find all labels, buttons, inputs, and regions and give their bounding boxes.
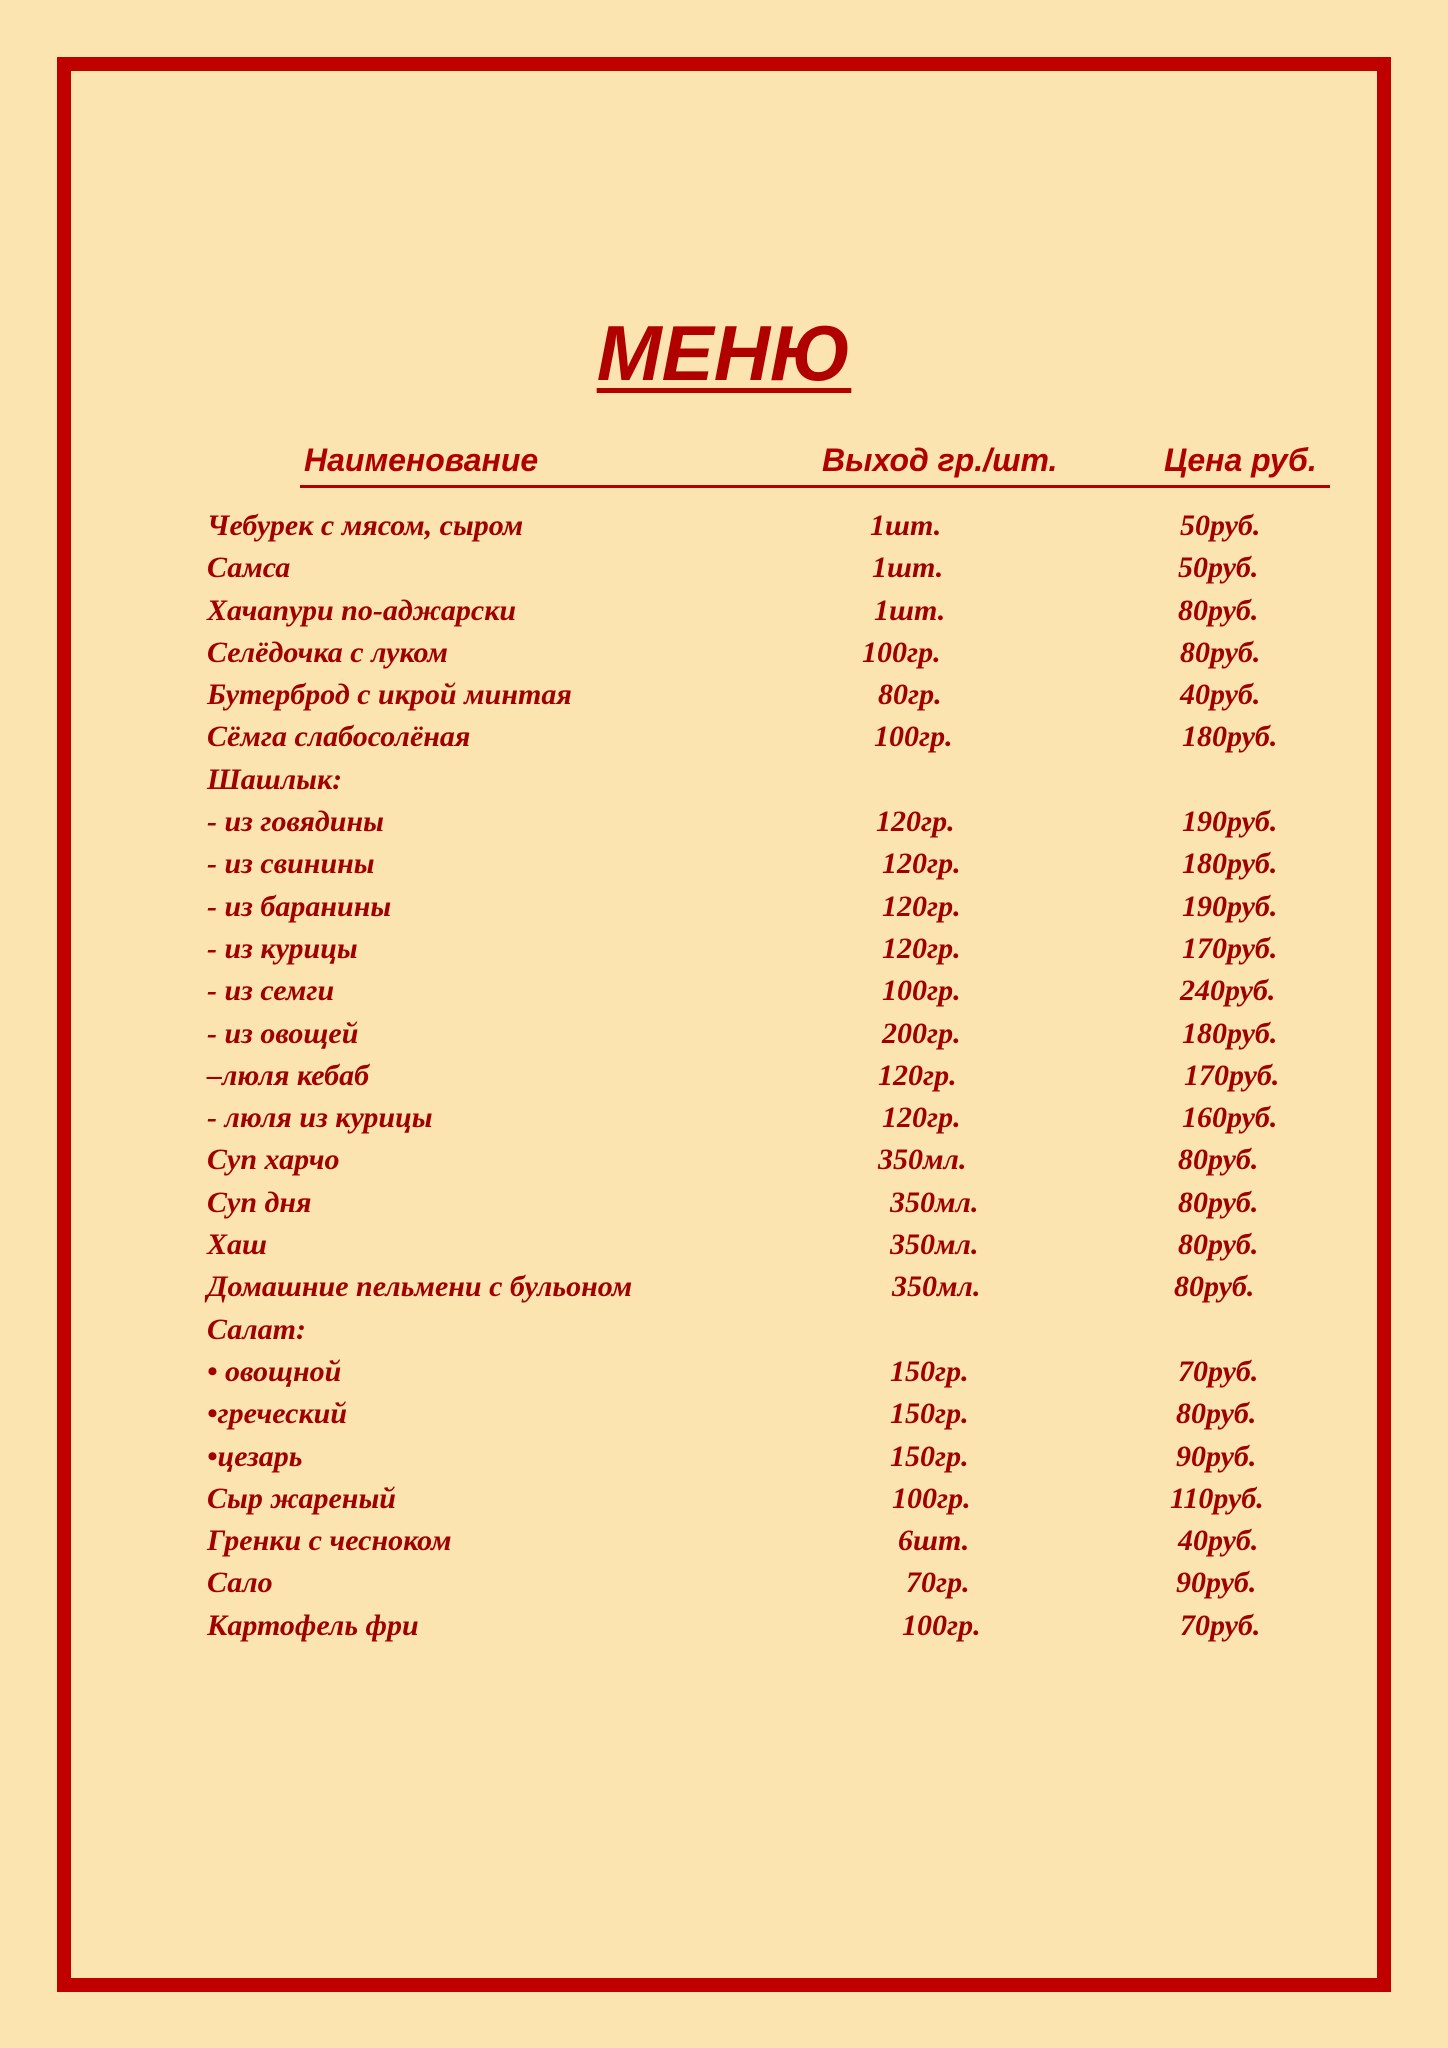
menu-item-row xyxy=(0,1309,1448,1351)
menu-item-price: 80руб. xyxy=(1176,1397,1257,1431)
menu-item-price: 40руб. xyxy=(1180,678,1261,712)
menu-item-row xyxy=(0,1478,1448,1520)
menu-item-row xyxy=(0,801,1448,843)
menu-item-row xyxy=(0,928,1448,970)
menu-item-yield: 6шт. xyxy=(898,1524,970,1558)
menu-item-name: Картофель фри xyxy=(207,1608,419,1642)
menu-item-price: 240руб. xyxy=(1180,974,1276,1008)
menu-item-row xyxy=(0,1224,1448,1266)
menu-item-name: Шашлык: xyxy=(207,762,343,796)
menu-item-yield: 100гр. xyxy=(902,1608,981,1642)
menu-item-yield: 350мл. xyxy=(890,1185,979,1219)
menu-item-yield: 1шт. xyxy=(870,509,942,542)
menu-item-name: •цезарь xyxy=(207,1439,303,1473)
menu-item-row xyxy=(0,1013,1448,1055)
menu-item-yield: 150гр. xyxy=(890,1354,969,1388)
menu-item-yield: 350мл. xyxy=(890,1228,979,1262)
menu-item-row xyxy=(0,759,1448,801)
column-header-price: Цена руб. xyxy=(1164,442,1317,478)
menu-item-yield: 120гр. xyxy=(882,889,961,923)
menu-item-name: - из курицы xyxy=(207,931,358,965)
menu-item-price: 110руб. xyxy=(1170,1481,1264,1515)
menu-item-row xyxy=(0,1520,1448,1562)
menu-item-row xyxy=(0,1605,1448,1647)
menu-item-yield: 150гр. xyxy=(890,1397,969,1431)
menu-item-row xyxy=(0,843,1448,885)
column-header-yield: Выход гр./шт. xyxy=(822,442,1058,478)
menu-item-name: Гренки с чесноком xyxy=(207,1524,452,1558)
menu-item-yield: 120гр. xyxy=(882,1101,961,1135)
menu-item-yield: 100гр. xyxy=(874,720,953,754)
menu-item-row xyxy=(0,1097,1448,1139)
menu-item-row xyxy=(0,970,1448,1012)
menu-item-name: - люля из курицы xyxy=(207,1101,433,1135)
menu-item-row xyxy=(0,1055,1448,1097)
menu-item-name: –люля кебаб xyxy=(207,1058,370,1092)
menu-item-name: Домашние пельмени с бульоном xyxy=(207,1270,633,1304)
menu-item-row xyxy=(0,632,1448,674)
menu-item-name: Хачапури по-аджарски xyxy=(207,593,517,627)
menu-item-row xyxy=(0,886,1448,928)
menu-item-price: 80руб. xyxy=(1174,1270,1255,1304)
menu-item-name: Сёмга слабосолёная xyxy=(207,720,471,754)
menu-item-price: 190руб. xyxy=(1182,805,1278,839)
menu-item-price: 90руб. xyxy=(1176,1566,1257,1600)
menu-item-name: Сыр жареный xyxy=(207,1481,396,1515)
menu-item-row xyxy=(0,674,1448,716)
menu-item-yield: 1шт. xyxy=(872,551,944,585)
menu-item-price: 180руб. xyxy=(1182,847,1278,881)
menu-item-yield: 70гр. xyxy=(906,1566,970,1600)
menu-item-name: Селёдочка с луком xyxy=(207,635,448,669)
menu-item-name: • овощной xyxy=(207,1354,342,1388)
menu-item-name: - из говядины xyxy=(207,805,384,839)
menu-item-yield: 100гр. xyxy=(892,1481,971,1515)
menu-item-name: Салат: xyxy=(207,1312,306,1346)
menu-item-yield: 350мл. xyxy=(892,1270,981,1304)
menu-item-price: 170руб. xyxy=(1184,1058,1280,1092)
menu-items-list xyxy=(0,505,1448,1647)
menu-item-name: Суп харчо xyxy=(207,1143,340,1177)
menu-item-price: 70руб. xyxy=(1180,1608,1261,1642)
menu-item-yield: 350мл. xyxy=(878,1143,967,1177)
menu-item-yield: 1шт. xyxy=(874,593,946,627)
menu-item-name: - из свинины xyxy=(207,847,375,881)
menu-item-price: 50руб. xyxy=(1178,551,1259,585)
menu-item-price: 80руб. xyxy=(1178,1185,1259,1219)
menu-item-name: Хаш xyxy=(207,1228,267,1262)
menu-item-row xyxy=(0,547,1448,589)
menu-title: МЕНЮ xyxy=(596,309,852,397)
menu-item-yield: 100гр. xyxy=(882,974,961,1008)
menu-item-price: 80руб. xyxy=(1180,635,1261,669)
menu-item-price: 180руб. xyxy=(1182,720,1278,754)
menu-item-row xyxy=(0,1562,1448,1604)
menu-item-row xyxy=(0,1266,1448,1308)
menu-item-row xyxy=(0,1139,1448,1181)
menu-item-yield: 80гр. xyxy=(878,678,942,712)
menu-item-row xyxy=(0,505,1448,547)
menu-item-name: Суп дня xyxy=(207,1185,312,1219)
menu-item-price: 50руб. xyxy=(1180,509,1261,542)
menu-item-price: 40руб. xyxy=(1178,1524,1259,1558)
menu-item-name: - из баранины xyxy=(207,889,392,923)
menu-item-row xyxy=(0,716,1448,758)
column-header-name: Наименование xyxy=(304,442,539,478)
menu-item-price: 180руб. xyxy=(1182,1016,1278,1050)
menu-item-price: 80руб. xyxy=(1178,1228,1259,1262)
menu-item-yield: 120гр. xyxy=(878,1058,957,1092)
menu-item-yield: 100гр. xyxy=(862,635,941,669)
menu-item-name: Самса xyxy=(207,551,291,585)
menu-item-row xyxy=(0,1436,1448,1478)
menu-item-row xyxy=(0,590,1448,632)
menu-item-name: •греческий xyxy=(207,1397,348,1431)
menu-item-price: 160руб. xyxy=(1182,1101,1278,1135)
menu-item-yield: 120гр. xyxy=(882,931,961,965)
menu-item-price: 90руб. xyxy=(1176,1439,1257,1473)
menu-item-name: Чебурек с мясом, сыром xyxy=(207,509,524,542)
menu-item-name: Сало xyxy=(207,1566,273,1600)
menu-item-name: Бутерброд с икрой минтая xyxy=(207,678,572,712)
menu-item-name: - из овощей xyxy=(207,1016,359,1050)
menu-item-price: 80руб. xyxy=(1178,593,1259,627)
menu-item-row xyxy=(0,1351,1448,1393)
menu-item-price: 190руб. xyxy=(1182,889,1278,923)
menu-item-yield: 120гр. xyxy=(876,805,955,839)
menu-item-yield: 150гр. xyxy=(890,1439,969,1473)
menu-item-name: - из семги xyxy=(207,974,335,1008)
menu-item-row xyxy=(0,1393,1448,1435)
menu-item-price: 80руб. xyxy=(1178,1143,1259,1177)
menu-item-row xyxy=(0,1182,1448,1224)
menu-item-price: 70руб. xyxy=(1178,1354,1259,1388)
menu-item-price: 170руб. xyxy=(1182,931,1278,965)
menu-item-yield: 120гр. xyxy=(882,847,961,881)
column-header-row xyxy=(300,440,1330,488)
menu-item-yield: 200гр. xyxy=(882,1016,961,1050)
